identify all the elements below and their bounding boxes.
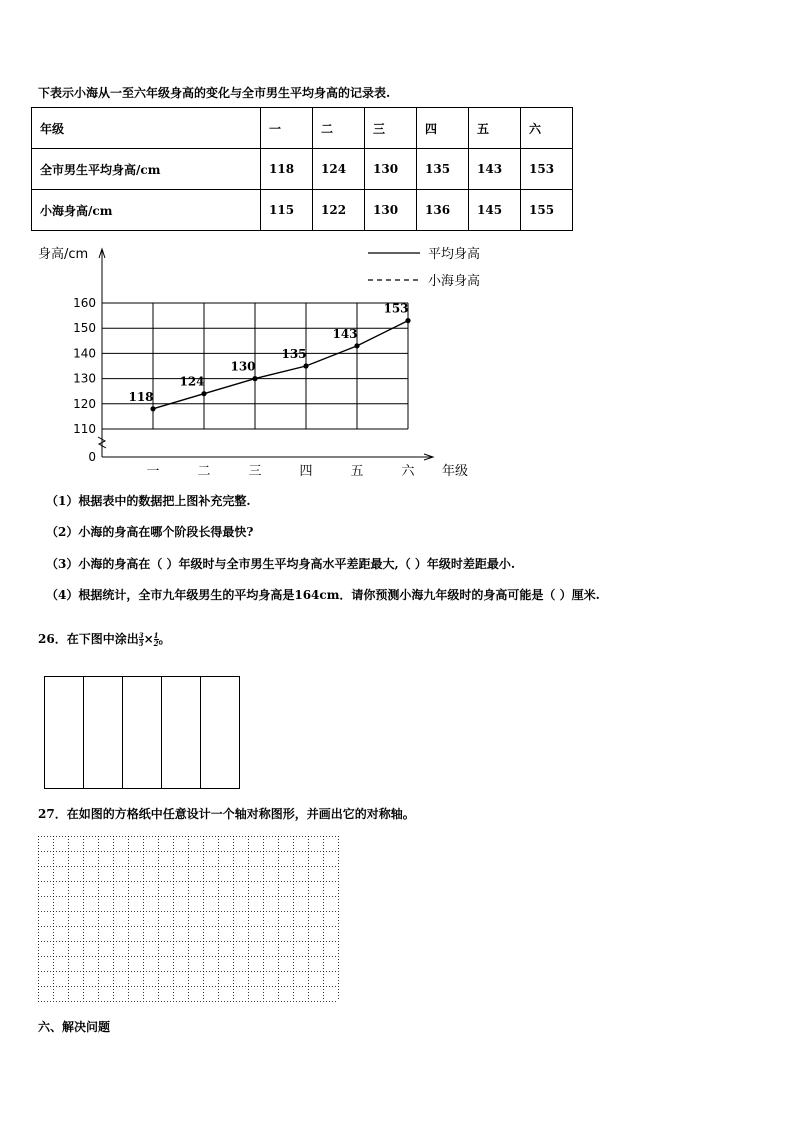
table-cell: 全市男生平均身高/cm [32, 149, 261, 190]
height-table [31, 107, 573, 231]
table-cell: 135 [417, 149, 469, 190]
table-header-cell: 二 [313, 108, 365, 149]
q26-suffix: 。 [158, 632, 171, 646]
data-label: 124 [179, 374, 205, 389]
y-tick-label: 140 [73, 346, 96, 361]
x-axis-label: 年级 [442, 464, 469, 479]
table-cell: 124 [313, 149, 365, 190]
legend-label: 平均身高 [428, 247, 481, 262]
x-tick-label: 五 [350, 464, 364, 479]
fraction-three-fifths: $\frac{3}{5}$ [138, 631, 144, 648]
x-tick-label: 六 [401, 464, 415, 479]
question-3: （3）小海的身高在（ ）年级时与全市男生平均身高水平差距最大,（ ）年级时差距最小. [46, 557, 516, 571]
table-cell: 136 [417, 190, 469, 231]
table-row [32, 149, 573, 190]
chart-series [128, 302, 410, 412]
table-cell: 115 [261, 190, 313, 231]
table-cell: 145 [469, 190, 521, 231]
table-row [32, 108, 573, 149]
y-tick-label: 150 [73, 321, 96, 336]
table-cell: 130 [365, 149, 417, 190]
table-header-cell: 一 [261, 108, 313, 149]
grid-paper-lines [38, 836, 339, 1002]
fraction-one-half: $\frac{1}{2}$ [153, 631, 159, 648]
q26-prefix: 26．在下图中涂出 [38, 632, 139, 646]
rectangle-column [84, 677, 123, 788]
x-tick-label: 一 [146, 464, 160, 479]
y-tick-label: 0 [88, 450, 96, 464]
data-point [150, 406, 155, 411]
question-26 [38, 630, 171, 647]
question-1: （1）根据表中的数据把上图补充完整. [46, 494, 251, 508]
y-tick-label: 160 [73, 296, 96, 310]
table-cell: 153 [521, 149, 573, 190]
table-cell: 130 [365, 190, 417, 231]
series-line [153, 321, 408, 409]
rectangle-column [162, 677, 201, 788]
question-4: （4）根据统计，全市九年级男生的平均身高是164cm．请你预测小海九年级时的身高可能是（ ）厘米. [46, 588, 600, 602]
grid-paper [38, 836, 340, 1004]
data-label: 135 [281, 347, 307, 361]
table-cell: 143 [469, 149, 521, 190]
table-cell: 118 [261, 149, 313, 190]
intro-text: 下表示小海从一至六年级身高的变化与全市男生平均身高的记录表. [38, 86, 391, 100]
y-tick-label: 120 [73, 396, 96, 411]
table-header-cell: 年级 [32, 108, 261, 149]
chart-legend [368, 246, 480, 289]
table-header-cell: 五 [469, 108, 521, 149]
x-tick-label: 四 [299, 464, 313, 479]
data-label: 118 [128, 389, 154, 404]
table-header-cell: 六 [521, 108, 573, 149]
data-label: 153 [383, 301, 409, 316]
y-tick-label: 110 [73, 422, 96, 436]
data-point [201, 391, 206, 396]
y-axis-label: 身高/cm [38, 247, 89, 262]
data-label: 143 [332, 326, 358, 341]
table-header-cell: 三 [365, 108, 417, 149]
y-tick-label: 130 [73, 371, 96, 386]
data-point [252, 376, 257, 381]
data-label: 130 [230, 359, 256, 374]
question-27: 27．在如图的方格纸中任意设计一个轴对称图形，并画出它的对称轴。 [38, 807, 415, 821]
table-cell: 155 [521, 190, 573, 231]
fraction-rectangle [44, 676, 240, 789]
section-heading: 六、解决问题 [38, 1020, 111, 1034]
rectangle-column [123, 677, 162, 788]
table-row [32, 190, 573, 231]
question-2: （2）小海的身高在哪个阶段长得最快? [46, 525, 254, 539]
x-tick-label: 二 [197, 464, 211, 479]
height-line-chart [0, 236, 794, 486]
x-tick-label: 三 [248, 464, 262, 479]
data-point [303, 363, 308, 368]
table-cell: 小海身高/cm [32, 190, 261, 231]
table-cell: 122 [313, 190, 365, 231]
legend-label: 小海身高 [428, 274, 481, 289]
rectangle-column [201, 677, 239, 788]
data-point [405, 318, 410, 323]
table-header-cell: 四 [417, 108, 469, 149]
times-sign: × [143, 632, 154, 646]
data-point [354, 343, 359, 348]
rectangle-column [45, 677, 84, 788]
